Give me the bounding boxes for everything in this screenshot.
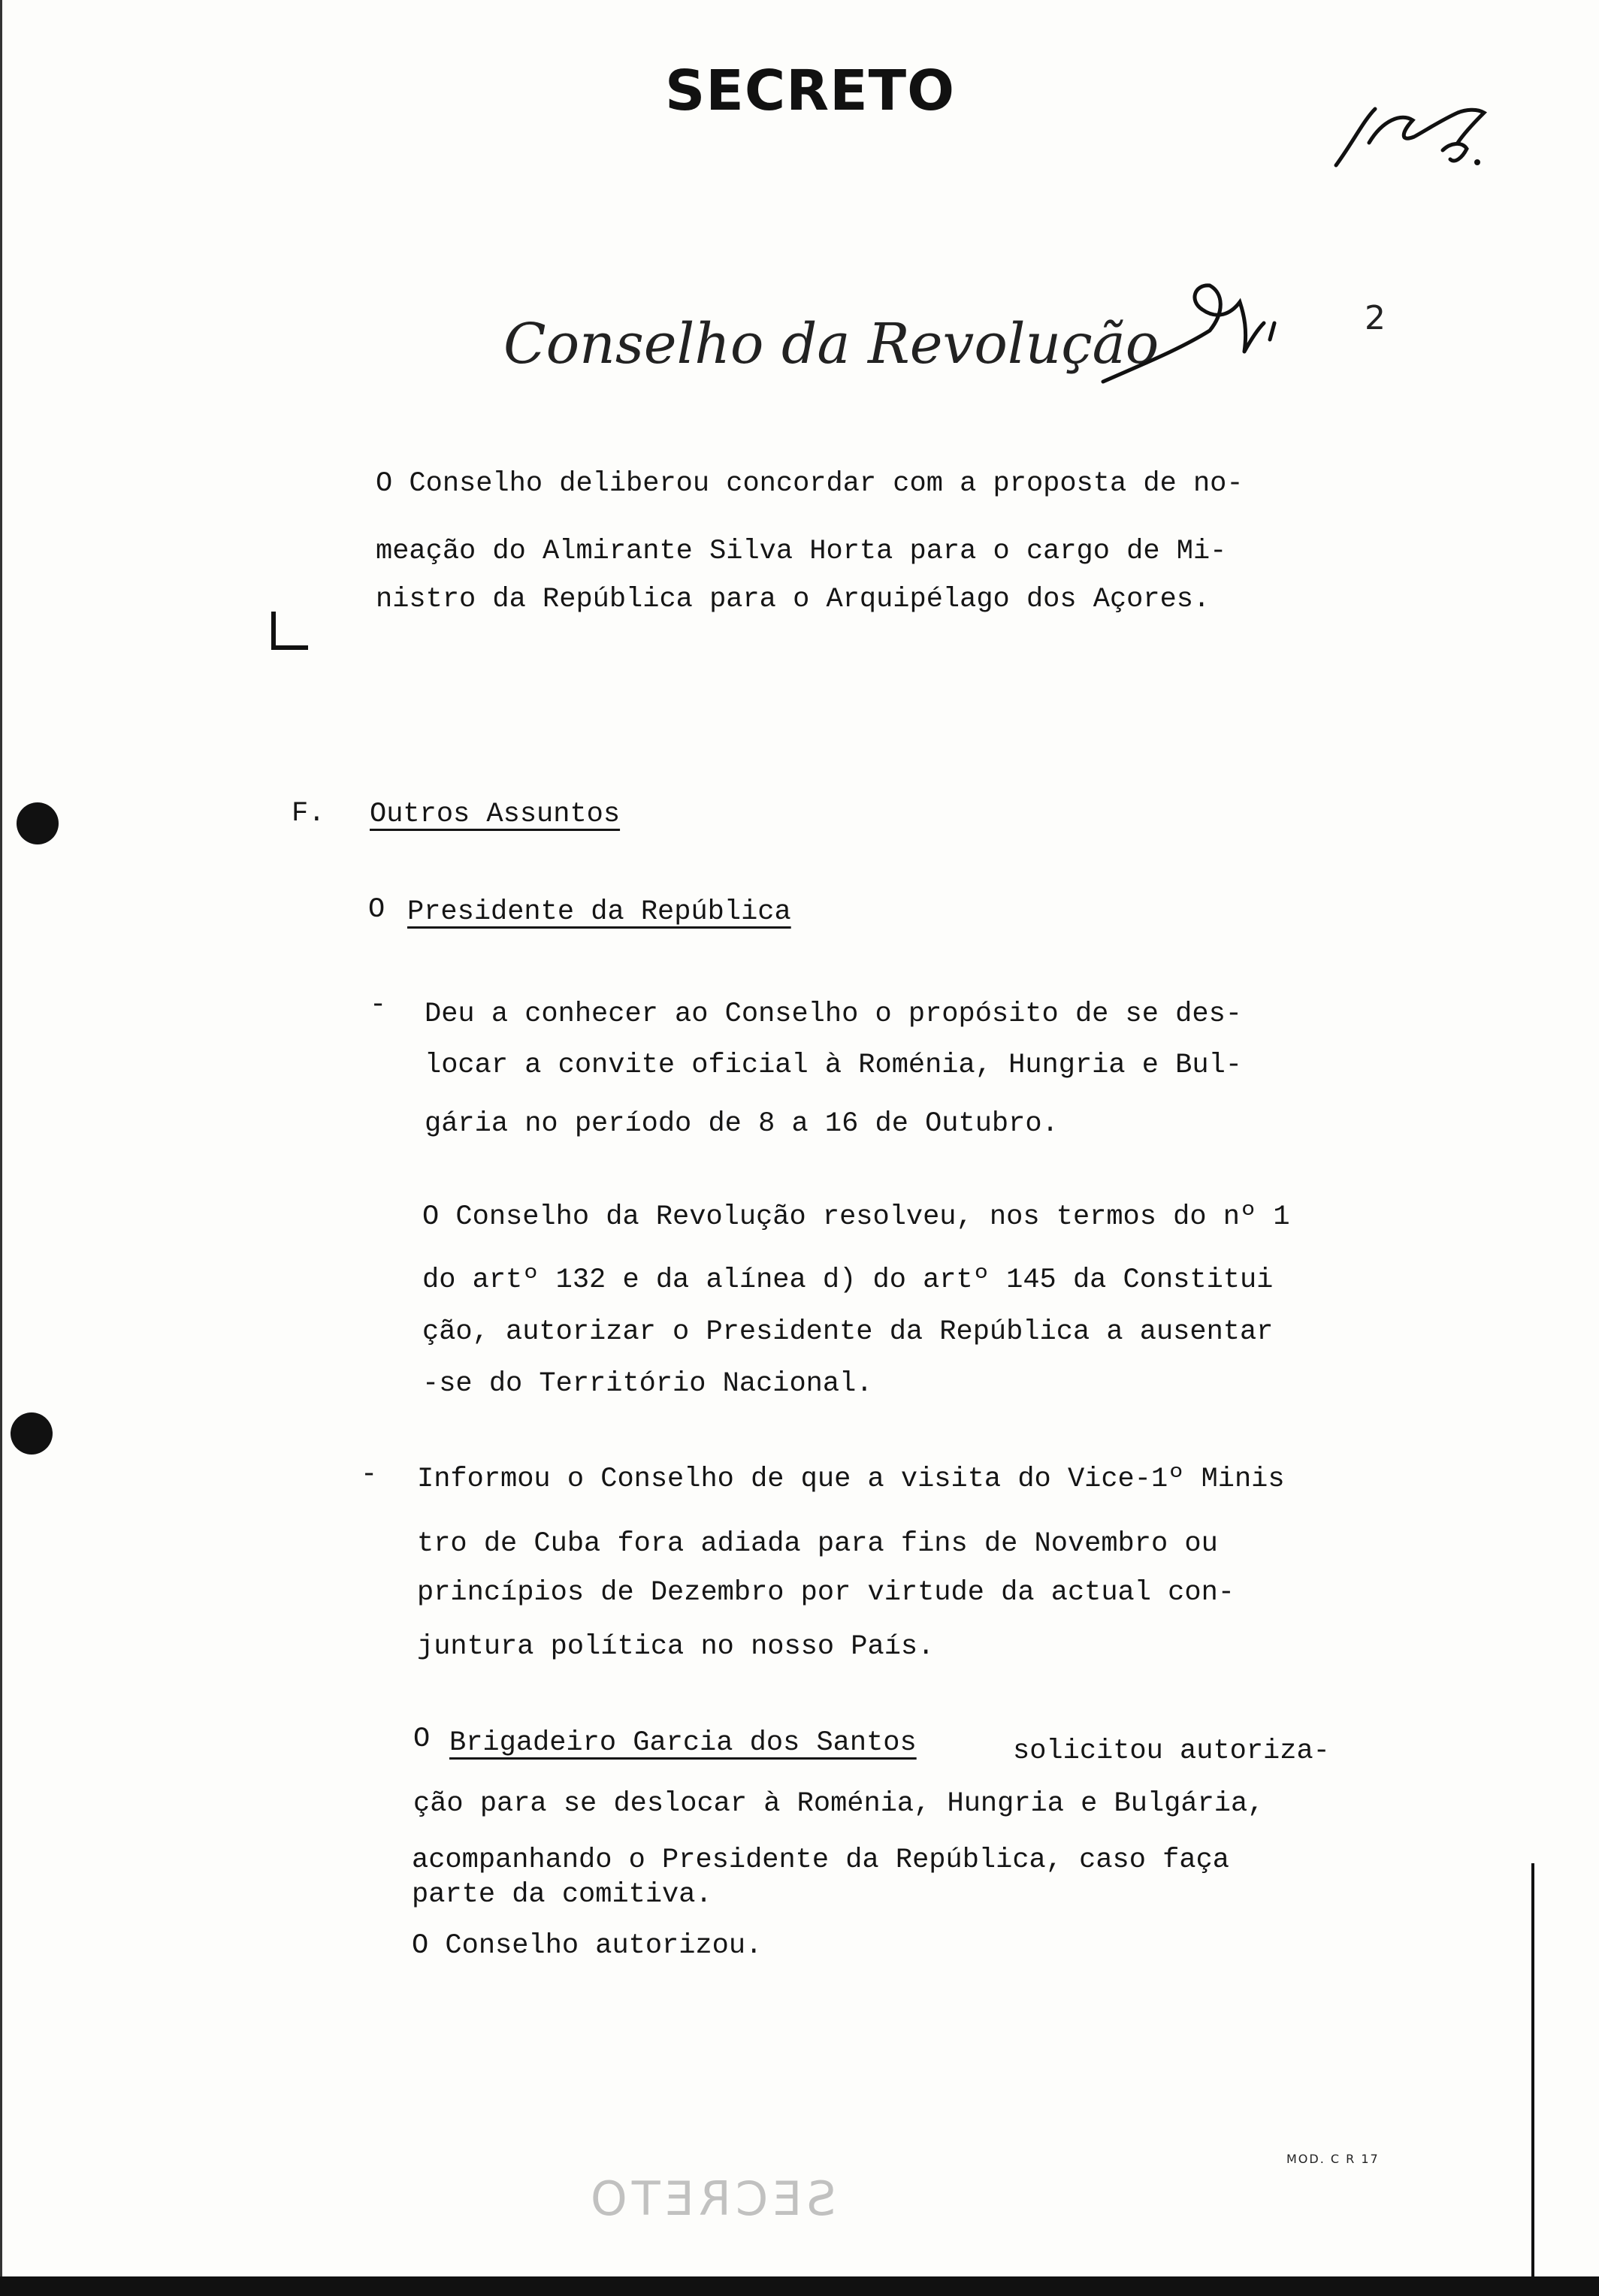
resolution-line: -se do Território Nacional. — [422, 1368, 873, 1400]
resolution-line: O Conselho da Revolução resolveu, nos termos do nº 1 — [422, 1201, 1290, 1233]
paragraph-line: O Conselho autorizou. — [412, 1930, 763, 1962]
brigadeiro-name: Brigadeiro Garcia dos Santos — [449, 1727, 917, 1759]
scan-edge-left — [0, 0, 2, 2296]
paragraph-line: solicitou autoriza- — [1013, 1736, 1330, 1767]
list-item-line: Deu a conhecer ao Conselho o propósito de se des- — [425, 998, 1242, 1030]
section-title: Outros Assuntos — [370, 799, 621, 830]
list-item-line: Informou o Conselho de que a visita do Vice-1º Minis — [417, 1464, 1285, 1495]
corner-bracket-mark — [271, 610, 316, 655]
paragraph-line: meação do Almirante Silva Horta para o cargo de Mi- — [376, 536, 1227, 567]
paragraph-prefix: O — [413, 1724, 431, 1755]
paragraph-line: parte da comitiva. — [412, 1879, 712, 1911]
list-item-line: tro de Cuba fora adiada para fins de Novembro ou — [417, 1528, 1218, 1560]
resolution-line: ção, autorizar o Presidente da República a ausentar — [422, 1316, 1274, 1348]
heading-presidente: Presidente da República — [407, 896, 791, 928]
resolution-line: do artº 132 e da alínea d) do artº 145 da Constitui — [422, 1264, 1274, 1296]
list-item-line: juntura política no nosso País. — [417, 1631, 935, 1663]
paragraph-line: ção para se deslocar à Roménia, Hungria e Bulgária, — [413, 1788, 1265, 1820]
section-letter: F. — [292, 798, 325, 829]
punch-hole — [17, 802, 59, 844]
scan-edge-right — [1531, 1863, 1534, 2296]
form-code: MOD. C R 17 — [1286, 2152, 1380, 2166]
paragraph-line: acompanhando o Presidente da República, caso faça — [412, 1844, 1229, 1876]
paragraph-line: nistro da República para o Arquipélago dos Açores. — [376, 584, 1211, 615]
handwritten-signature — [1097, 270, 1300, 391]
page-number: 2 — [1365, 299, 1386, 337]
list-item-line: princípios de Dezembro por virtude da actual con- — [417, 1577, 1235, 1609]
list-item-line: gária no período de 8 a 16 de Outubro. — [425, 1108, 1059, 1140]
paragraph-line: O Conselho deliberou concordar com a proposta de no- — [376, 468, 1244, 500]
list-bullet: - — [370, 989, 387, 1021]
handwritten-initials — [1330, 90, 1495, 173]
list-bullet: - — [361, 1459, 378, 1491]
classification-stamp: SECRETO — [665, 59, 956, 123]
faint-secreto-stamp: SECRETO — [586, 2171, 836, 2226]
letterhead: Conselho da Revolução — [503, 312, 1159, 376]
list-item-line: locar a convite oficial à Roménia, Hungria e Bul- — [425, 1050, 1242, 1081]
heading-prefix: O — [368, 894, 385, 926]
punch-hole — [11, 1412, 53, 1455]
scan-edge-bottom — [0, 2276, 1599, 2296]
